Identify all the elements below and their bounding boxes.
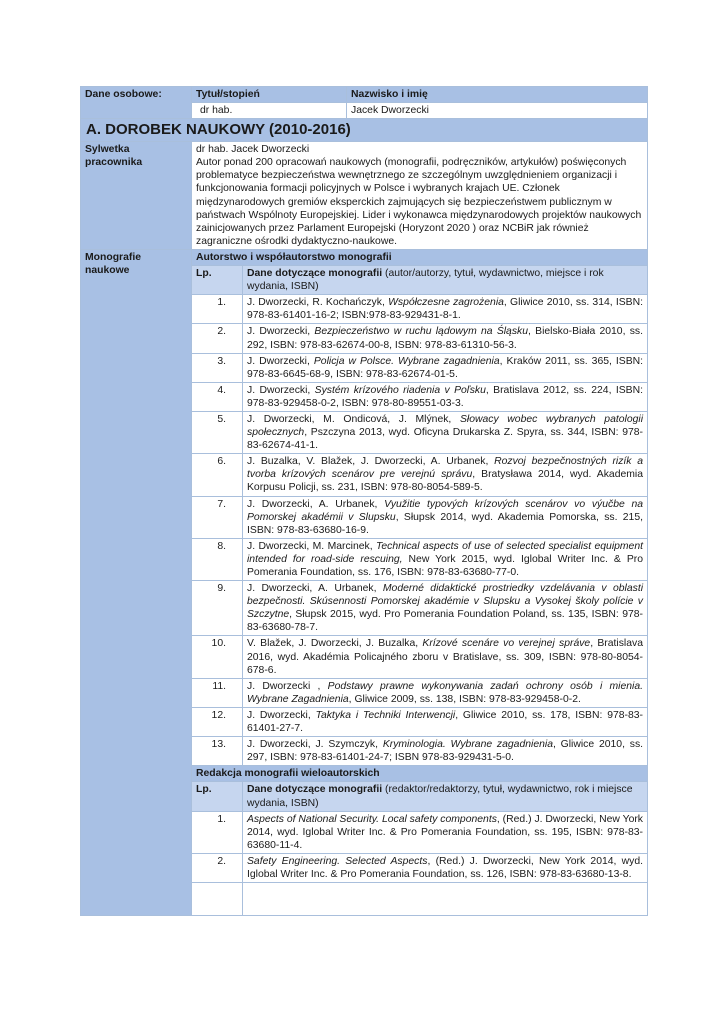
item-number: 2. — [192, 324, 243, 353]
citation-pre: J. Dworzecki, — [247, 326, 315, 338]
item-citation — [243, 295, 648, 324]
citation-pre: J. Dworzecki, — [247, 709, 316, 721]
lp-column-header-editorial: Lp. — [192, 782, 243, 811]
item-citation — [243, 581, 648, 636]
citation-title: Podstawy prawne wykonywania zadań ochrony osób i mienia. Wybrane Zagadnienia — [247, 680, 644, 705]
item-number: 2. — [192, 853, 243, 882]
citation-pre: J. Dworzecki, J. Szymczyk, — [247, 739, 383, 751]
title-value: dr hab. — [192, 103, 347, 119]
item-number: 4. — [192, 382, 243, 411]
name-value: Jacek Dworzecki — [347, 103, 648, 119]
section-a-row — [81, 119, 648, 142]
item-number: 3. — [192, 353, 243, 382]
item-citation — [243, 636, 648, 678]
item-citation — [243, 496, 648, 538]
citation-pre: J. Dworzecki, — [247, 355, 314, 367]
item-citation — [243, 853, 648, 882]
authorship-heading-row — [81, 249, 648, 265]
item-number: 10. — [192, 636, 243, 678]
personal-data-label: Dane osobowe: — [81, 87, 192, 119]
item-number: 9. — [192, 581, 243, 636]
monograph-data-column-header — [243, 266, 648, 295]
name-column-header: Nazwisko i imię — [347, 87, 648, 103]
item-citation — [243, 811, 648, 853]
citation-post: , Słupsk 2014, wyd. Akademia Pomorska, ss. 215, ISBN: 978-83-63680-16-9. — [247, 511, 644, 536]
empty-data-cell — [243, 883, 648, 916]
profile-name-line: dr hab. Jacek Dworzecki — [196, 144, 310, 156]
title-column-header: Tytuł/stopień — [192, 87, 347, 103]
citation-title: Taktyka i Techniki Interwencji — [315, 709, 456, 721]
authorship-heading: Autorstwo i współautorstwo monografii — [192, 249, 648, 265]
monographs-label: Monografie naukowe — [81, 249, 192, 915]
citation-title: Moderné didaktické prostriedky vzdelávania v oblasti bezpečnosti. Skúsennosti Pomorskej akadémie v Slupsku a Vysokej školy polície v Szczytne — [247, 583, 644, 621]
citation-title: Współczesne zagrożenia — [388, 297, 504, 309]
editorial-data-header-bold: Dane dotyczące monografii — [247, 784, 383, 796]
item-number: 1. — [192, 811, 243, 853]
citation-post: , Gliwice 2010, ss. 178, ISBN: 978-83-61401-27-7. — [247, 709, 644, 735]
document-page — [80, 86, 647, 916]
citation-pre: J. Dworzecki, A. Urbanek, — [247, 583, 383, 595]
personal-header-row — [81, 87, 648, 103]
citation-post: , Pszczyna 2013, wyd. Oficyna Drukarska Z. Spyra, ss. 344, ISBN: 978-83-62674-41-1. — [247, 427, 644, 452]
citation-title: Policja w Polsce. Wybrane zagadnienia — [313, 355, 500, 367]
citation-title: Słowacy wobec wybranych patologii społecznych — [247, 413, 644, 439]
empty-lp-cell — [192, 883, 243, 916]
citation-pre: J. Dworzecki, M. Marcinek, — [247, 540, 376, 552]
item-number: 11. — [192, 678, 243, 707]
profile-label: Sylwetka pracownika — [81, 142, 192, 250]
citation-post: , (Red.) J. Dworzecki, New York 2014, wyd. Iglobal Writer Inc. & Pro Pomerania Foundation, ss. 195, ISBN: 978-83-63680-11-4. — [247, 813, 644, 851]
item-number: 13. — [192, 737, 243, 766]
item-citation — [243, 737, 648, 766]
editorial-heading: Redakcja monografii wieloautorskich — [192, 766, 648, 782]
citation-title: Krízové scenáre vo verejnej správe — [422, 638, 591, 650]
item-number: 12. — [192, 707, 243, 736]
lp-column-header: Lp. — [192, 266, 243, 295]
item-number: 5. — [192, 411, 243, 453]
section-a-heading: A. DOROBEK NAUKOWY (2010-2016) — [81, 119, 648, 142]
citation-post: , Kraków 2011, ss. 365, ISBN: 978-83-6645-68-9, ISBN: 978-83-62674-01-5. — [247, 355, 644, 380]
citation-pre: V. Blažek, J. Dworzecki, J. Buzalka, — [247, 638, 423, 650]
citation-post: , Gliwice 2010, ss. 297, ISBN: 978-83-61401-24-7; ISBN 978-83-929431-5-0. — [247, 739, 644, 764]
citation-title: Využitie typových krízových scenárov vo výučbe na Pomorskej akadémii v Slupsku — [247, 498, 644, 523]
citation-title: Technical aspects of use of selected specialist equipment intended for road-side rescuing, — [247, 540, 644, 565]
item-citation — [243, 324, 648, 353]
editorial-data-column-header — [243, 782, 648, 811]
citation-title: Bezpieczeństwo w ruchu lądowym na Śląsku — [314, 326, 529, 338]
citation-post: , Bratislava 2016, wyd. Akadémia Policajného zboru v Bratislave, ss. 309, ISBN: 978-80-8054-678-6. — [247, 638, 644, 676]
citation-pre: J. Buzalka, V. Blažek, J. Dworzecki, A. Urbanek, — [247, 456, 495, 468]
citation-post: , Bratysława 2014, wyd. Akademia Korpusu Policji, ss. 231, ISBN: 978-80-8054-589-5. — [247, 469, 644, 494]
item-citation — [243, 454, 648, 496]
item-number: 8. — [192, 538, 243, 580]
citation-post: New York 2015, wyd. Iglobal Writer Inc. & Pro Pomerania Foundation, ss. 176, ISBN: 978-83-63680-77-0. — [247, 553, 644, 578]
citation-title: Safety Engineering. Selected Aspects — [247, 855, 428, 867]
profile-row — [81, 142, 648, 250]
cv-table — [80, 86, 648, 916]
citation-title: Systém krízového riadenia v Poľsku — [314, 384, 486, 396]
item-citation — [243, 411, 648, 453]
item-citation — [243, 678, 648, 707]
citation-pre: J. Dworzecki, M. Ondicová, J. Mlýnek, — [247, 413, 460, 425]
citation-title: Rozvoj bezpečnostných rizík a tvorba krízových scenárov pre verejnú správu — [247, 456, 644, 481]
citation-title: Aspects of National Security. Local safety components — [247, 813, 497, 825]
citation-pre: J. Dworzecki, R. Kochańczyk, — [247, 297, 389, 309]
citation-post: , Bratislava 2012, ss. 224, ISBN: 978-83-929458-0-2, ISBN: 978-80-89551-03-3. — [247, 384, 643, 409]
citation-pre: J. Dworzecki , — [247, 680, 328, 692]
item-number: 6. — [192, 454, 243, 496]
item-number: 7. — [192, 496, 243, 538]
profile-text: Autor ponad 200 opracowań naukowych (monografii, podręczników, artykułów) poświęconych problematyce bezpieczeństwa wewnętrznego ze szczególnym uwzględnieniem organizacji i funkcjonowania formacji policyjnych w Polsce i wybranych krajach UE. Członek międzynarodowych gremiów eksperckich zajmujących się bezpieczeństwem publicznym w państwach Wspólnoty Europejskiej. Lider i wykonawca międzynarodowych projektów naukowych zainicjowanych przez Parlament Europejski (Horyzont 2020 ) oraz NCBiR jak również zagraniczne ośrodki dydaktyczno-naukowe. — [196, 157, 642, 247]
citation-post: , Bielsko-Biała 2010, ss. 292, ISBN: 978-83-62674-00-8, ISBN: 978-83-61310-56-3. — [247, 326, 644, 351]
citation-pre: J. Dworzecki, A. Urbanek, — [247, 498, 385, 510]
citation-title: Kryminologia. Wybrane zagadnienia — [382, 739, 553, 751]
citation-post: , Gliwice 2010, ss. 314, ISBN: 978-83-61401-16-2; ISBN:978-83-929431-8-1. — [247, 297, 644, 322]
item-citation — [243, 538, 648, 580]
item-citation — [243, 353, 648, 382]
citation-pre: J. Dworzecki, — [247, 384, 315, 396]
citation-post: , Gliwice 2009, ss. 138, ISBN: 978-83-929458-0-2. — [348, 693, 581, 705]
item-citation — [243, 382, 648, 411]
citation-post: , Słupsk 2015, wyd. Pro Pomerania Foundation Poland, ss. 135, ISBN: 978-83-63680-78-7. — [247, 609, 644, 634]
citation-post: , (Red.) J. Dworzecki, New York 2014, wyd. Iglobal Writer Inc. & Pro Pomerania Foundation, ss. 126, ISBN: 978-83-63680-13-8. — [247, 855, 644, 880]
profile-content — [192, 142, 648, 250]
item-citation — [243, 707, 648, 736]
item-number: 1. — [192, 295, 243, 324]
editorial-data-header-rest: (redaktor/redaktorzy, tytuł, wydawnictwo, rok i miejsce wydania, ISBN) — [247, 784, 633, 809]
monograph-data-header-rest: (autor/autorzy, tytuł, wydawnictwo, miejsce i rok wydania, ISBN) — [247, 268, 604, 293]
monograph-data-header-bold: Dane dotyczące monografii — [247, 268, 383, 280]
